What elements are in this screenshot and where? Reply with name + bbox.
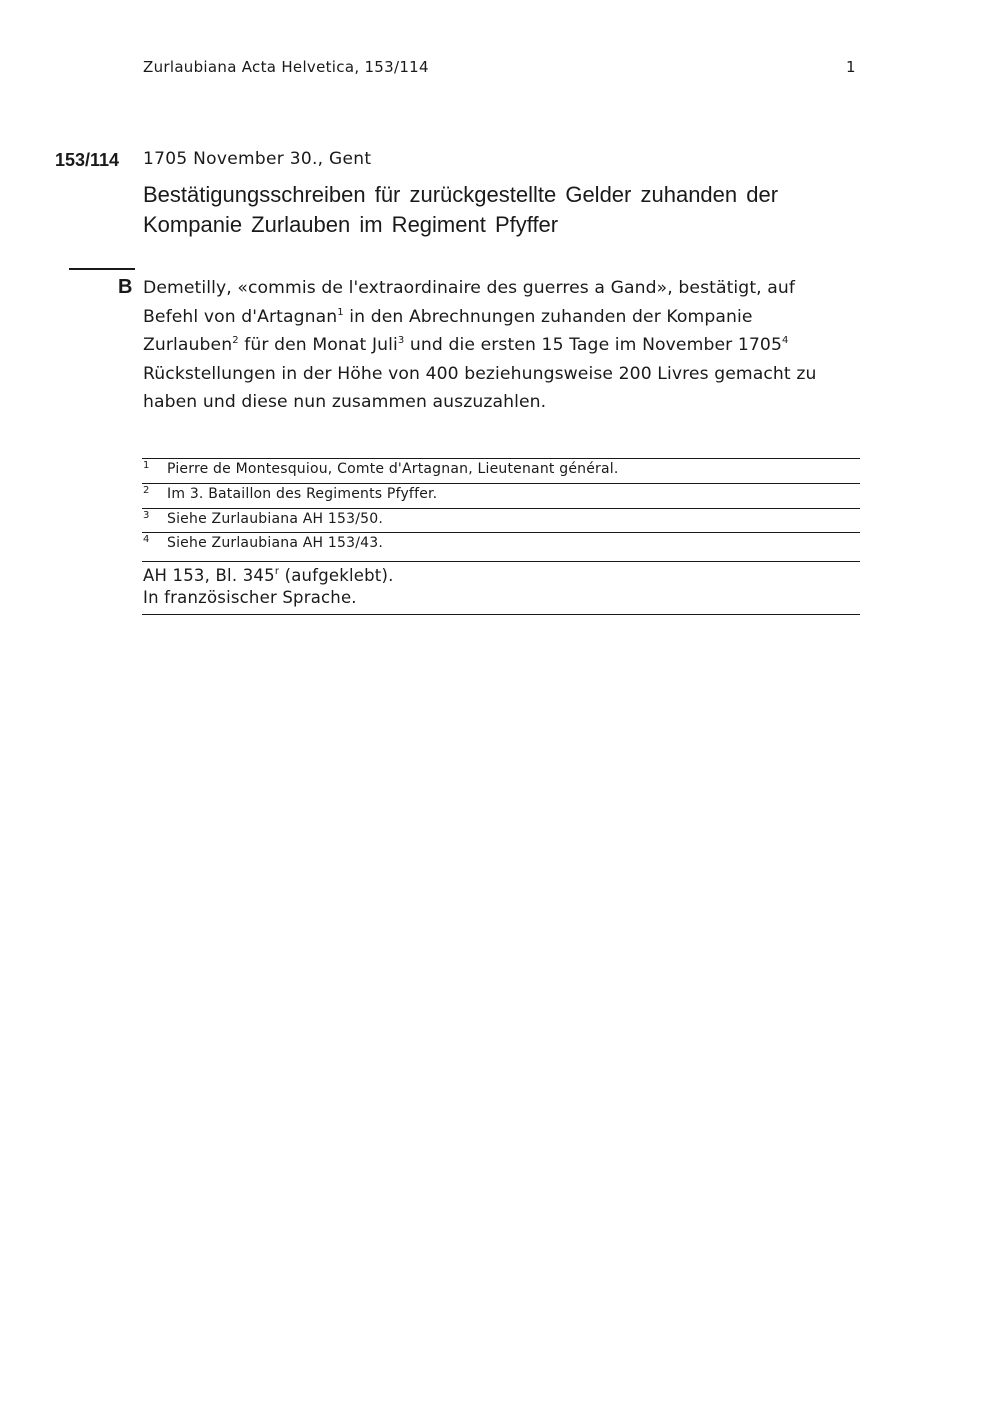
footnote-ref-3[interactable]: 3 [397, 335, 405, 347]
summary-part-3: für den Monat Juli [238, 335, 398, 356]
source-signature-line [143, 566, 394, 585]
footnote-ref-4[interactable]: 4 [782, 335, 789, 347]
summary-text [143, 274, 843, 417]
summary-part-1: Demetilly, «commis de l'extraordinaire des guerres a Gand», bestätigt, auf Befehl von d'Artagnan [143, 278, 796, 327]
section-marker: B [118, 276, 133, 298]
footnote-text: Im 3. Bataillon des Regiments Pfyffer. [167, 486, 438, 502]
document-title: Bestätigungsschreiben für zurückgestellte Gelder zuhanden der Kompanie Zurlauben im Regiment Pfyffer [143, 182, 779, 237]
footnote-3 [142, 508, 860, 532]
source-info [142, 561, 860, 615]
source-signature: AH 153, Bl. 345 [143, 566, 275, 585]
footnote-ref-2[interactable]: 2 [232, 335, 239, 347]
source-note: (aufgeklebt). [284, 566, 394, 585]
folio-side: r [274, 566, 280, 577]
footnote-1 [142, 458, 860, 483]
footnote-text: Siehe Zurlaubiana AH 153/50. [167, 511, 384, 527]
running-head: Zurlaubiana Acta Helvetica, 153/114 [143, 58, 429, 76]
footnote-number: 2 [143, 485, 150, 496]
footnote-text: Siehe Zurlaubiana AH 153/43. [167, 535, 384, 551]
footnote-text: Pierre de Montesquiou, Comte d'Artagnan, Lieutenant général. [167, 461, 619, 477]
summary-part-5: Rückstellungen in der Höhe von 400 beziehungsweise 200 Livres gemacht zu haben und diese nun zusammen auszuzahlen. [143, 363, 817, 413]
footnote-ref-1[interactable]: 1 [337, 306, 344, 318]
margin-rule [69, 268, 135, 270]
footnote-number: 4 [143, 534, 150, 545]
summary-part-2: in den Abrechnungen zuhanden der Kompanie Zurlauben [143, 306, 753, 356]
document-date-place: 1705 November 30., Gent [143, 149, 372, 169]
footnote-number: 3 [143, 510, 150, 521]
summary-part-4: und die ersten 15 Tage im November 1705 [404, 335, 783, 356]
document-number: 153/114 [55, 150, 120, 170]
footnote-number: 1 [143, 460, 150, 471]
footnote-2 [142, 483, 860, 508]
source-language: In französischer Sprache. [143, 588, 357, 607]
footnote-4 [142, 532, 860, 557]
page-number: 1 [846, 58, 856, 76]
